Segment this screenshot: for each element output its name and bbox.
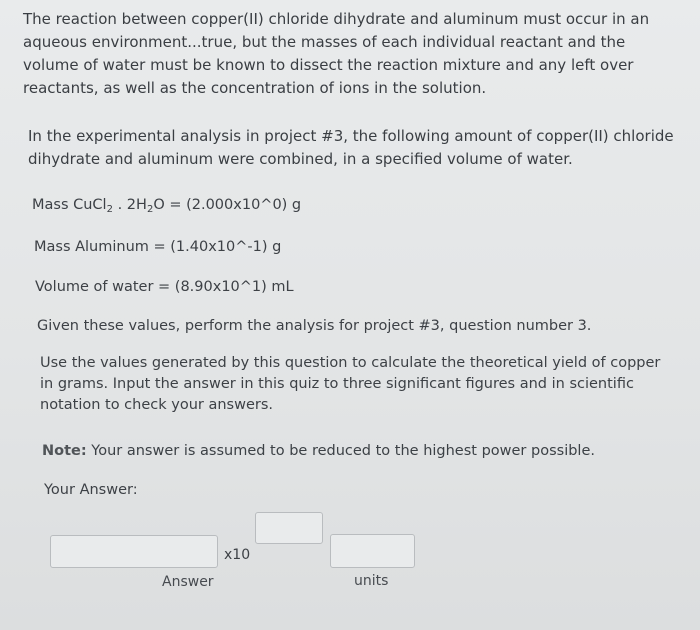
intro-paragraph: The reaction between copper(II) chloride dihydrate and aluminum must occur in an aqueous environment...true, but the masses of each individual reactant and the volume of water must be known to dissect the reaction mixture and any left over reactants, as well as the concentration of ions in the solution.: [23, 10, 650, 97]
experiment-paragraph: In the experimental analysis in project #3, the following amount of copper(II) chloride dihydrate and aluminum were combined, in a specified volume of water.: [28, 127, 674, 168]
mass-cucl2-label-a: Mass CuCl: [32, 197, 107, 213]
mass-cucl2-sub-b: 2: [146, 204, 154, 215]
mass-cucl2-label-c: O = (2.000x10^0) g: [153, 197, 302, 213]
units-caption: units: [354, 573, 389, 589]
volume-water-line: Volume of water = (8.90x10^1) mL: [35, 279, 294, 295]
note-text: Your answer is assumed to be reduced to the highest power possible.: [86, 443, 595, 459]
mass-cucl2-sub-a: 2: [106, 204, 113, 215]
mass-cucl2-line: [32, 195, 301, 220]
units-input[interactable]: [330, 534, 415, 568]
given-line: Given these values, perform the analysis for project #3, question number 3.: [37, 318, 592, 334]
your-answer-label: Your Answer:: [44, 482, 138, 498]
mass-cucl2-label-b: . 2H: [112, 197, 147, 213]
mass-aluminum-line: Mass Aluminum = (1.40x10^-1) g: [34, 239, 282, 255]
note-line: [42, 441, 595, 461]
note-label: Note:: [42, 443, 87, 459]
exponent-input[interactable]: [255, 512, 323, 544]
answer-input[interactable]: [50, 535, 218, 568]
instructions-paragraph: Use the values generated by this question to calculate the theoretical yield of copper in grams. Input the answer in this quiz to three significant figures and in scientific notation to check your answers.: [40, 355, 661, 413]
answer-caption: Answer: [162, 574, 214, 590]
times-ten-label: x10: [224, 547, 251, 563]
